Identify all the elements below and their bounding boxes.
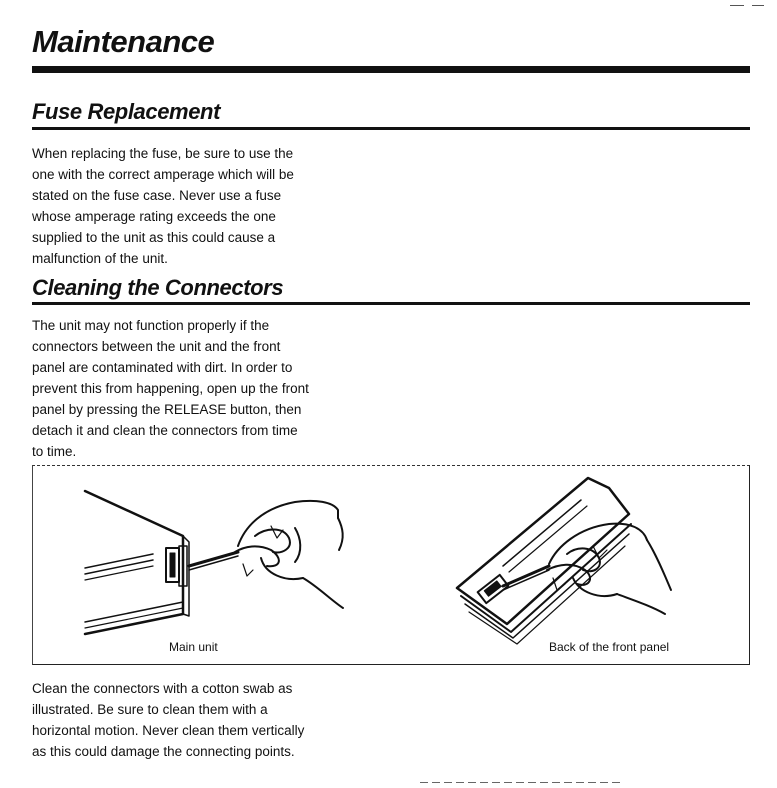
connector-cleaning-illustration	[33, 466, 749, 664]
section-title-fuse-replacement: Fuse Replacement	[32, 99, 221, 124]
fuse-line: supplied to the unit as this could cause a	[32, 230, 276, 245]
cleaning-line: panel by pressing the RELEASE button, then	[32, 402, 302, 417]
scan-mark	[420, 782, 620, 783]
cleaning-line: detach it and clean the connectors from time	[32, 423, 298, 438]
section-rule-fuse	[32, 127, 750, 130]
front-panel-drawing	[457, 478, 671, 644]
cleaning-line: panel are contaminated with dirt. In order to	[32, 360, 293, 375]
cleaning-line: prevent this from happening, open up the front	[32, 381, 309, 396]
fuse-line: When replacing the fuse, be sure to use the	[32, 146, 294, 161]
fuse-line: whose amperage rating exceeds the one	[32, 209, 276, 224]
closing-line: horizontal motion. Never clean them vertically	[32, 723, 305, 738]
cleaning-line: connectors between the unit and the front	[32, 339, 281, 354]
closing-line: Clean the connectors with a cotton swab as	[32, 681, 293, 696]
caption-back-of-front-panel: Back of the front panel	[549, 640, 670, 654]
scan-mark	[752, 5, 764, 6]
fuse-line: stated on the fuse case. Never use a fuse	[32, 188, 282, 203]
illustration-box	[32, 465, 750, 665]
cleaning-line: to time.	[32, 444, 77, 459]
closing-paragraph	[32, 678, 304, 762]
section-rule-cleaning	[32, 302, 750, 305]
caption-main-unit: Main unit	[169, 640, 218, 654]
fuse-line: malfunction of the unit.	[32, 251, 168, 266]
closing-line: as this could damage the connecting points.	[32, 744, 295, 759]
cleaning-line: The unit may not function properly if the	[32, 318, 270, 333]
main-unit-drawing	[85, 491, 343, 634]
cleaning-paragraph	[32, 315, 309, 462]
page-title: Maintenance	[32, 24, 215, 59]
section-title-cleaning-connectors: Cleaning the Connectors	[32, 275, 284, 300]
title-rule	[32, 66, 750, 73]
closing-line: illustrated. Be sure to clean them with a	[32, 702, 268, 717]
fuse-paragraph	[32, 143, 294, 269]
fuse-line: one with the correct amperage which will be	[32, 167, 294, 182]
scan-mark	[730, 5, 744, 6]
